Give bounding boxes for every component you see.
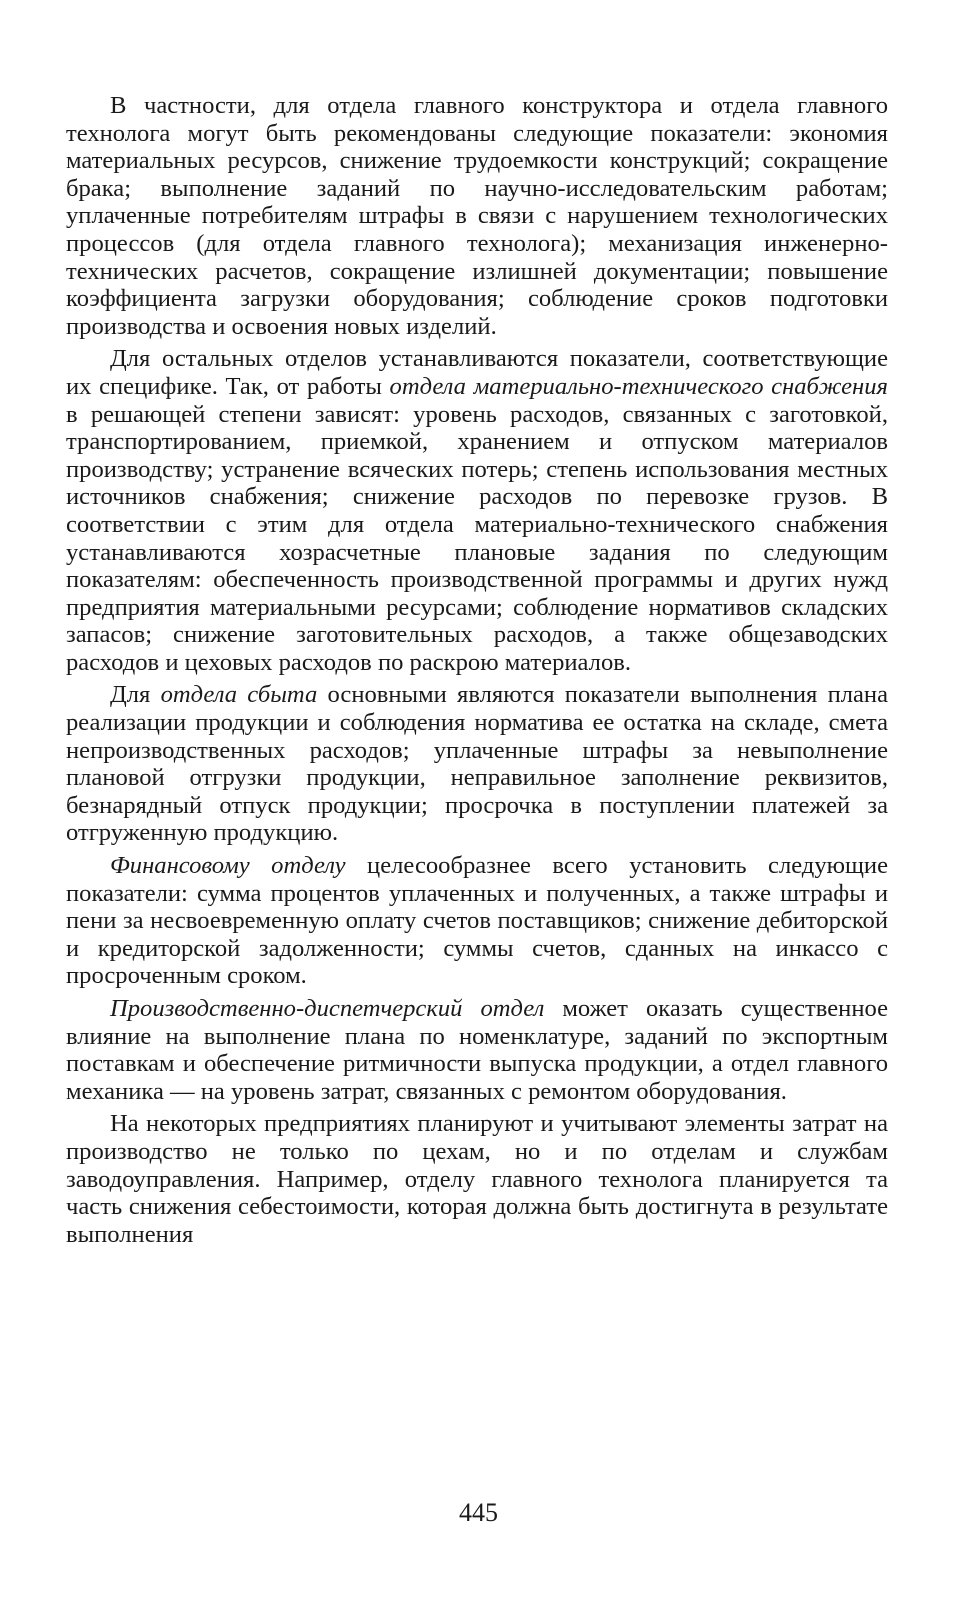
text-segment: основными являются показатели выполнения плана реализации продукции и соблюдения норматива ее остатка на складе, смета непроизводственных расходов; уплаченные штрафы за невыполнение плановой отгрузки продукции, неправильное заполнение реквизитов, безнарядный отпуск продукции; просрочка в поступлении платежей за отгруженную продукцию. (66, 681, 888, 847)
body-text (66, 92, 888, 1248)
paragraph-2 (66, 345, 888, 676)
paragraph-3 (66, 681, 888, 847)
paragraph-5 (66, 995, 888, 1105)
text-segment: Для остальных отделов устанавливаются показатели, соответствующие их специфике. Так, от работы (66, 345, 888, 400)
paragraph-4 (66, 852, 888, 990)
italic-term: Финансовому отделу (110, 852, 346, 880)
text-segment: в решающей степени зависят: уровень расходов, связанных с заготовкой, транспортированием, приемкой, хранением и отпуском материалов производству; устранение всяческих потерь; степень использования местных источников снабжения; снижение расходов по перевозке грузов. В соответствии с этим для отдела материально-технического снабжения устанавливаются хозрасчетные плановые задания по следующим показателям: обеспеченность производственной программы и других нужд предприятия материальными ресурсами; соблюдение нормативов складских запасов; снижение заготовительных расходов, а также общезаводских расходов и цеховых расходов по раскрою материалов. (66, 400, 888, 676)
text-segment: может оказать существенное влияние на выполнение плана по номенклатуре, заданий по экспортным поставкам и обеспечение ритмичности выпуска продукции, а отдел главного механика — на уровень затрат, связанных с ремонтом оборудования. (66, 995, 889, 1105)
italic-term: отдела сбыта (160, 681, 318, 709)
paragraph-1 (66, 92, 888, 340)
text-segment: В частности, для отдела главного конструктора и отдела главного технолога могут быть рекомендованы следующие показатели: экономия материальных ресурсов, снижение трудоемкости конструкций; сокращение брака; выполнение заданий по научно-исследовательским работам; уплаченные потребителям штрафы в связи с нарушением технологических процессов (для отдела главного технолога); механизация инженерно-технических расчетов, сокращение излишней документации; повышение коэффициента загрузки оборудования; соблюдение сроков подготовки производства и освоения новых изделий. (66, 92, 888, 340)
italic-term: отдела материально-технического снабжения (389, 372, 888, 400)
paragraph-6 (66, 1110, 888, 1248)
text-segment: Для (110, 681, 161, 709)
text-segment: На некоторых предприятиях планируют и учитывают элементы затрат на производство не только по цехам, но и по отделам и службам заводоуправления. Например, отделу главного технолога планируется та часть снижения себестоимости, которая должна быть достигнута в результате выполнения (66, 1110, 888, 1248)
page-number: 445 (459, 1498, 498, 1527)
text-segment: целесообразнее всего установить следующие показатели: сумма процентов уплаченных и полученных, а также штрафы и пени за несвоевременную оплату счетов поставщиков; снижение дебиторской и кредиторской задолженности; суммы счетов, сданных на инкассо с просроченным сроком. (66, 852, 889, 990)
italic-term: Производственно-диспетчерский отдел (110, 995, 545, 1022)
